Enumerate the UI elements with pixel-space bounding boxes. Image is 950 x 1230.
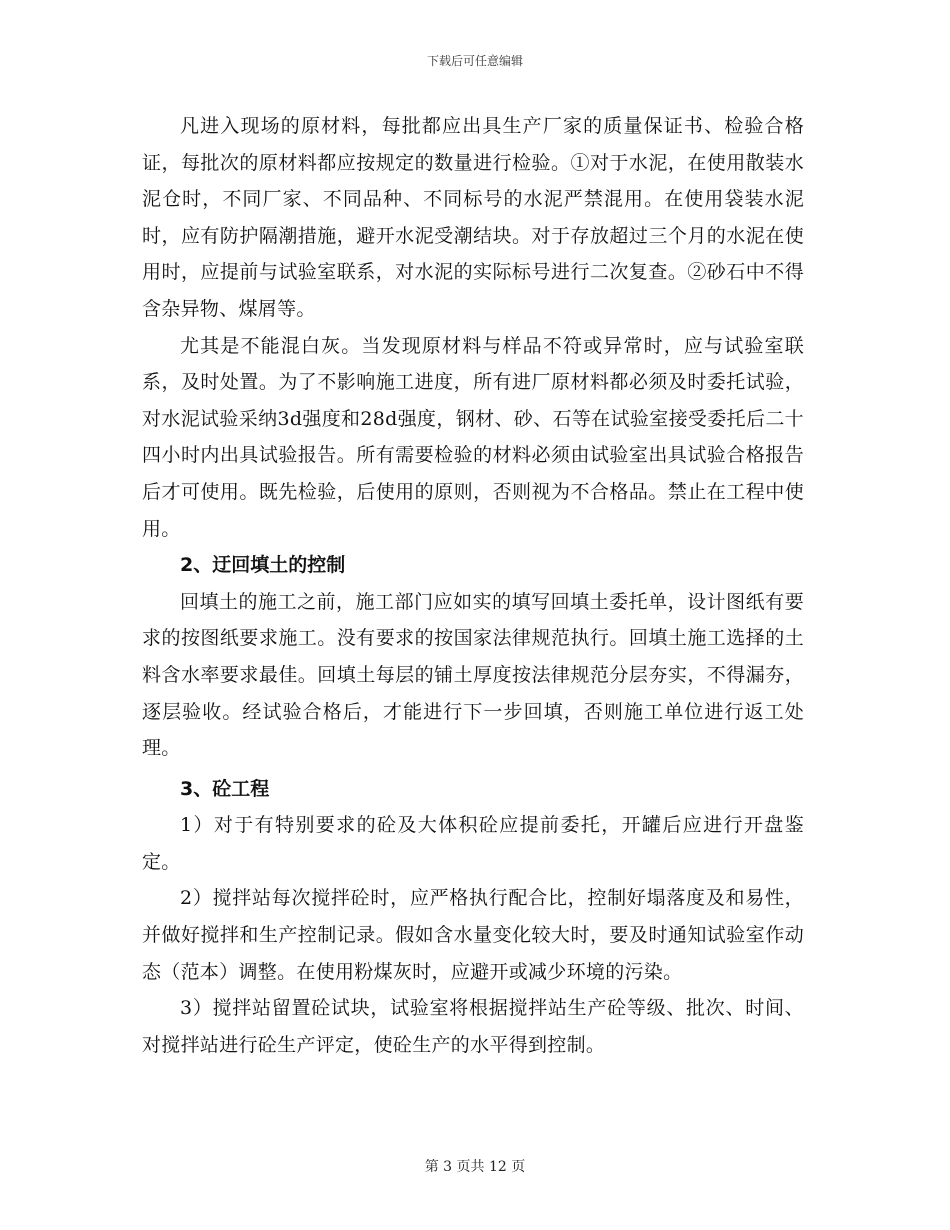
paragraph-raw-materials: 凡进入现场的原材料，每批都应出具生产厂家的质量保证书、检验合格证，每批次的原材料都应按规定的数量进行检验。①对于水泥，在使用散装水泥仓时，不同厂家、不同品种、不同标号的水泥严禁混用。在使用袋装水泥时，应有防护隔潮措施，避开水泥受潮结块。对于存放超过三个月的水泥在使用时，应提前与试验室联系，对水泥的实际标号进行二次复查。②砂石中不得含杂异物、煤屑等。 (142, 115, 804, 320)
paragraph-backfill: 回填土的施工之前，施工部门应如实的填写回填土委托单，设计图纸有要求的按图纸要求施工。没有要求的按国家法律规范执行。回填土施工选择的土料含水率要求最佳。回填土每层的铺土厚度按法律规范分层夯实，不得漏夯，逐层验收。经试验合格后，才能进行下一步回填，否则施工单位进行返工处理。 (142, 590, 804, 760)
paragraph-concrete-item-2: 2）搅拌站每次搅拌砼时，应严格执行配合比，控制好塌落度及和易性，并做好搅拌和生产控制记录。假如含水量变化较大时，要及时通知试验室作动态（范本）调整。在使用粉煤灰时，应避开或减少环境的污染。 (142, 887, 804, 983)
paragraph-lime-and-testing: 尤其是不能混白灰。当发现原材料与样品不符或异常时，应与试验室联系，及时处置。为了不影响施工进度，所有进厂原材料都必须及时委托试验，对水泥试验采纳3d强度和28d强度，钢材、砂、石等在试验室接受委托后二十四小时内出具试验报告。所有需要检验的材料必须由试验室出具试验合格报告后才可使用。既先检验，后使用的原则，否则视为不合格品。禁止在工程中使用。 (142, 334, 804, 540)
page-number-footer: 第 3 页共 12 页 (424, 1159, 526, 1175)
section-heading-backfill: 2、迂回填土的控制 (180, 554, 346, 577)
page-header: 下载后可任意编辑 (426, 54, 523, 68)
document-body (142, 108, 804, 1063)
section-heading-concrete: 3、砼工程 (180, 777, 270, 800)
paragraph-concrete-item-1: 1）对于有特别要求的砼及大体积砼应提前委托，开罐后应进行开盘鉴定。 (142, 814, 804, 873)
paragraph-concrete-item-3: 3）搅拌站留置砼试块，试验室将根据搅拌站生产砼等级、批次、时间、对搅拌站进行砼生产评定，使砼生产的水平得到控制。 (142, 997, 804, 1056)
